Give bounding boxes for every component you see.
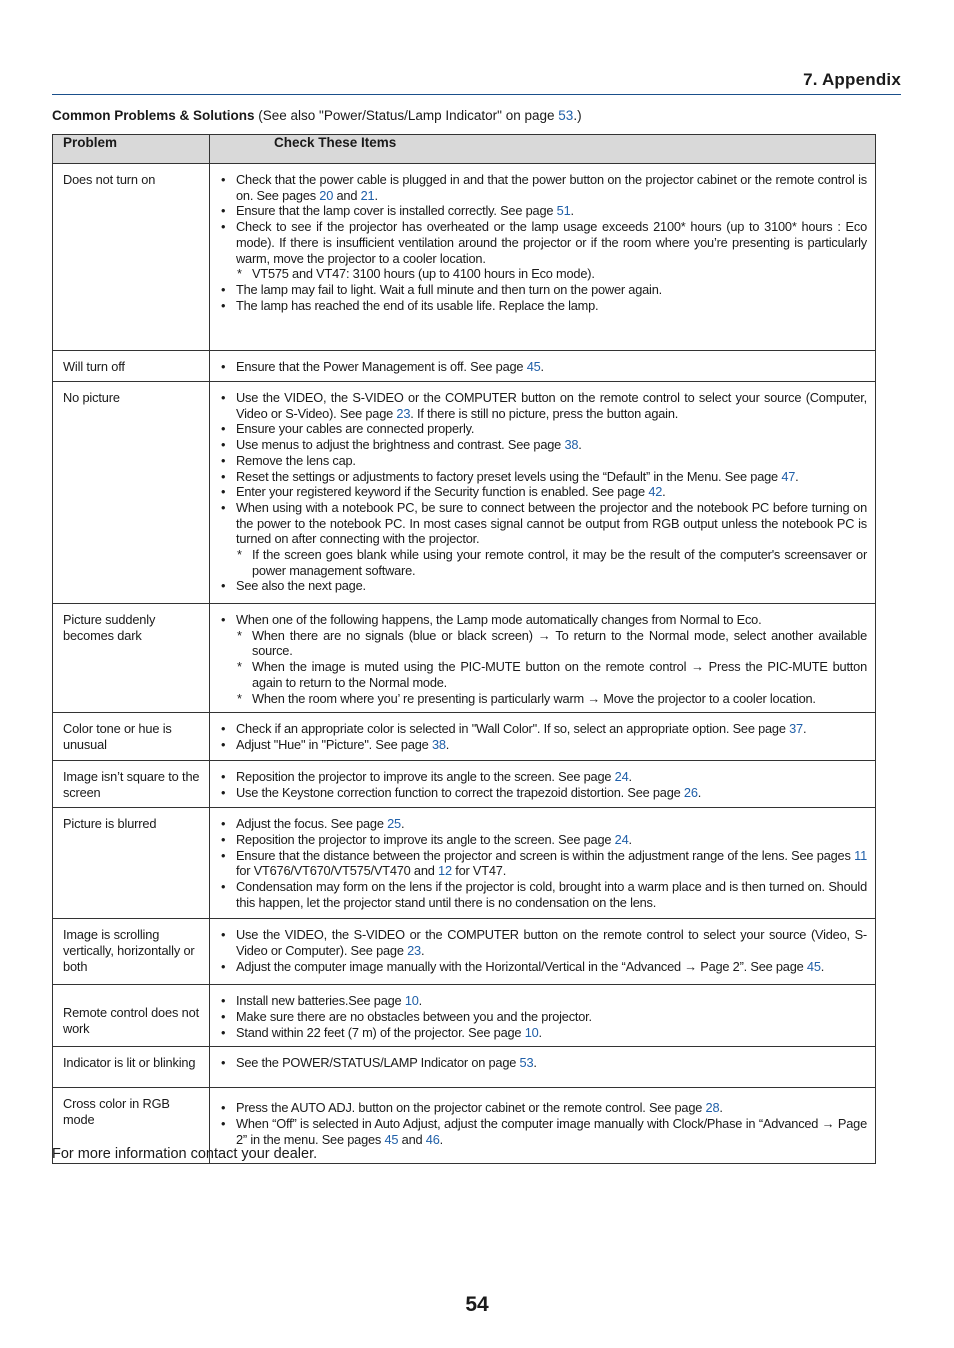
item-text: When “Off” is selected in Auto Adjust, adjust the computer image manually with Clock/Phase in “Advanced → Page 2” in the menu. See pages [236,1116,867,1147]
table-row [53,351,876,382]
item-text: . [697,784,702,800]
item-text: and [398,1131,426,1147]
page-link[interactable]: 47 [781,468,796,484]
list-item [220,390,867,421]
item-text: Press the AUTO ADJ. button on the projector cabinet or the remote control. See page [236,1100,706,1116]
item-text: . [533,1055,537,1071]
item-text: Use menus to adjust the brightness and contrast. See page [236,437,565,453]
problem-label: Does not turn on [63,172,156,187]
item-text: Condensation may form on the lens if the projector is cold, brought into a warm place and is then turned on. Should this happen, let the projector stand until there is no condensation on the lens. [236,879,867,910]
page-link[interactable]: 51 [556,203,571,219]
problem-label: Cross color in RGB mode [63,1096,170,1128]
item-text: . [662,484,666,500]
table-row [53,985,876,1047]
page-link[interactable]: 24 [614,769,629,785]
page-link[interactable]: 23 [396,405,411,421]
list-item [220,282,867,298]
intro-heading: Common Problems & Solutions [52,108,255,123]
list-item [220,879,867,910]
item-text: Reset the settings or adjustments to factory preset levels using the “Default” in the Menu. See page [236,468,782,484]
page-link[interactable]: 21 [360,187,375,203]
check-items-list [220,927,867,974]
item-text: The lamp has reached the end of its usable life. Replace the lamp. [236,297,599,313]
table-row [53,919,876,985]
item-text: . [802,721,807,737]
problem-cell [53,351,210,382]
item-text: When the image is muted using the PIC-MUTE button on the remote control → Press the PIC-MUTE button again to return to the Normal mode. [252,659,867,690]
problem-label: Color tone or hue is unusual [63,721,172,753]
item-text: When there are no signals (blue or black screen) → To return to the Normal mode, select another available source. [252,627,867,659]
item-text: Ensure your cables are connected properly. [236,421,475,437]
item-text: Stand within 22 feet (7 m) of the projector. See page [236,1024,525,1040]
list-item [220,1009,867,1025]
problem-label: Indicator is lit or blinking [63,1055,196,1071]
item-text: for VT47. [451,863,507,879]
list-item [220,359,867,375]
item-text: If the screen goes blank while using your remote control, it may be the result of the computer's screensaver or power management software. [252,547,867,578]
item-text: . [400,816,405,832]
page-link[interactable]: 53 [558,108,574,123]
table-row [53,808,876,919]
list-item [220,721,867,737]
item-text: Adjust the focus. See page [236,816,388,832]
page-link[interactable]: 45 [806,958,821,974]
item-text: Enter your registered keyword if the Security function is enabled. See page [236,484,649,500]
item-text: When one of the following happens, the Lamp mode automatically changes from Normal to Eco. [236,612,762,627]
item-text: Install new batteries.See page [236,993,405,1009]
table-header-row [53,135,876,164]
item-text: . [420,942,425,958]
check-items-cell [210,919,876,985]
list-item [220,832,867,848]
intro-line [52,108,582,123]
item-text: . [578,437,582,453]
table-body [53,164,876,1164]
table-row [53,604,876,713]
list-item [220,172,867,203]
list-item [220,1025,867,1041]
item-text: . [540,359,544,374]
item-text: Adjust the computer image manually with the Horizontal/Vertical in the “Advanced → Page 2”. See page [236,958,807,974]
page-link[interactable]: 20 [319,187,334,203]
item-text: Reposition the projector to improve its angle to the screen. See page [236,831,615,847]
item-text: . [374,187,378,203]
item-text: See the POWER/STATUS/LAMP Indicator on page [236,1055,520,1071]
intro-text: (See also "Power/Status/Lamp Indicator" on page [254,108,559,123]
check-items-cell [210,164,876,351]
list-item [220,785,867,801]
list-item [220,1055,867,1071]
list-item [220,469,867,485]
page-link[interactable]: 25 [387,816,401,832]
list-item [220,578,867,594]
check-items-list [220,721,867,752]
item-text: . [418,993,423,1009]
column-header-problem: Problem [53,135,210,164]
table-row [53,164,876,351]
item-text: . If there is still no picture, press the button again. [410,405,679,421]
table-row [53,713,876,761]
problem-label: Will turn off [63,359,125,374]
check-items-cell [210,985,876,1047]
list-item [220,927,867,958]
page-link[interactable]: 38 [564,437,579,453]
item-text: Ensure that the Power Management is off. See page [236,359,527,374]
item-text: Use the Keystone correction function to correct the trapezoid distortion. See page [236,784,684,800]
list-item [220,298,867,314]
item-text: . [795,468,799,484]
problem-label: Image isn’t square to the screen [63,769,200,801]
list-item [220,848,867,879]
list-item [220,421,867,437]
page-link[interactable]: 38 [431,736,446,752]
item-text: Remove the lens cap. [236,452,356,468]
item-text: and [333,187,361,203]
check-items-cell [210,761,876,808]
problem-cell [53,761,210,808]
item-text: . [570,203,574,219]
problem-cell [53,164,210,351]
footnote-item [220,659,867,690]
problem-cell [53,713,210,761]
page-link[interactable]: 45 [526,359,541,374]
page-link[interactable]: 11 [854,847,867,863]
check-items-list [220,816,867,910]
intro-text-end: .) [573,108,582,123]
problem-cell [53,808,210,919]
list-item [220,1100,867,1116]
item-text: The lamp may fail to light. Wait a full minute and then turn on the power again. [236,281,662,297]
item-text: When the room where you’ re presenting is particularly warm → Move the projector to a cooler location. [252,690,816,706]
page-link[interactable]: 12 [438,863,452,879]
problem-label: Remote control does not work [63,1005,199,1037]
item-text: . [445,736,450,752]
check-items-list [220,1100,867,1147]
item-text: Check that the power cable is plugged in and that the power button on the projector cabinet or the remote control is on. See pages [236,172,867,203]
list-item [220,203,867,219]
item-text: Reposition the projector to improve its angle to the screen. See page [236,769,615,785]
item-text: Ensure that the lamp cover is installed correctly. See page [236,203,557,219]
page-link[interactable]: 23 [407,942,421,958]
check-items-cell [210,351,876,382]
check-items-cell [210,382,876,604]
troubleshooting-table [52,134,876,1164]
list-item [220,1116,867,1147]
problem-cell [53,985,210,1047]
item-text: See also the next page. [236,578,366,594]
list-item [220,816,867,832]
footer-note: For more information contact your dealer. [52,1146,318,1162]
item-text: Check if an appropriate color is selected in "Wall Color". If so, select an appropriate option. See page [236,721,790,737]
item-text: VT575 and VT47: 3100 hours (up to 4100 hours in Eco mode). [252,266,595,282]
check-items-list [220,390,867,594]
table-row [53,761,876,808]
page-link[interactable]: 26 [683,784,698,800]
check-items-list [220,172,867,313]
page-link[interactable]: 28 [705,1100,720,1116]
problem-label: Picture suddenly becomes dark [63,612,156,643]
item-text: Use the VIDEO, the S-VIDEO or the COMPUTER button on the remote control to select your source (Video, S-Video or Computer). See page [236,927,867,958]
problem-label: No picture [63,390,120,405]
list-item [220,437,867,453]
problem-cell [53,604,210,713]
list-item [220,959,867,975]
list-item [220,219,867,266]
item-text: . [538,1024,542,1040]
check-items-cell [210,713,876,761]
problem-cell [53,919,210,985]
column-header-check-items: Check These Items [210,135,876,164]
page-number: 54 [465,1293,489,1316]
item-text: Use the VIDEO, the S-VIDEO or the COMPUTER button on the remote control to select your source (Computer, Video or S-Video). See page [236,390,867,421]
footnote-item [220,628,867,659]
problem-cell [53,1047,210,1088]
item-text: . [628,769,632,785]
footnote-item [220,266,867,282]
check-items-cell [210,1047,876,1088]
table-row [53,382,876,604]
list-item [220,737,867,753]
item-text: Make sure there are no obstacles between you and the projector. [236,1008,592,1024]
page-link[interactable]: 45 [384,1131,399,1147]
list-item [220,769,867,785]
check-items-list [220,612,867,706]
page-link[interactable]: 42 [648,484,663,500]
page-link[interactable]: 10 [524,1024,539,1040]
check-items-list [220,1055,867,1071]
check-items-cell [210,808,876,919]
check-items-list [220,359,867,375]
item-text: Check to see if the projector has overheated or the lamp usage exceeds 2100* hours (up to 3100* hours : Eco mode). If there is insufficient ventilation around the projector or if the room where you’re presenting is particularly warm, move the projector to a cooler location. [236,219,867,266]
problem-label: Image is scrolling vertically, horizontally or both [63,927,195,975]
item-text: . [719,1100,723,1116]
item-text: When using with a notebook PC, be sure to connect between the projector and the notebook PC before turning on the power to the notebook PC. In most cases signal cannot be output from RGB output unless the notebook PC is turned on after connecting with the projector. [236,499,867,547]
item-text: Ensure that the distance between the projector and screen is within the adjustment range of the lens. See pages [236,847,855,863]
list-item [220,484,867,500]
page-link[interactable]: 10 [404,993,419,1009]
page-link[interactable]: 24 [614,831,629,847]
page-link[interactable]: 46 [425,1131,440,1147]
list-item [220,453,867,469]
item-text: Adjust "Hue" in "Picture". See page [236,736,432,752]
item-text: . [820,958,825,974]
footnote-item [220,547,867,578]
check-items-cell [210,604,876,713]
item-text: for VT676/VT670/VT575/VT470 and [236,863,439,879]
check-items-list [220,769,867,800]
item-text: . [439,1131,443,1147]
page-link[interactable]: 53 [519,1055,534,1071]
problem-label: Picture is blurred [63,816,157,832]
section-title: 7. Appendix [803,70,901,89]
list-item [220,612,867,628]
footnote-item [220,691,867,707]
page-link[interactable]: 37 [789,721,803,737]
header-rule [52,94,901,95]
table-row [53,1047,876,1088]
check-items-list [220,993,867,1040]
problem-cell [53,382,210,604]
item-text: . [628,831,632,847]
list-item [220,993,867,1009]
list-item [220,500,867,547]
